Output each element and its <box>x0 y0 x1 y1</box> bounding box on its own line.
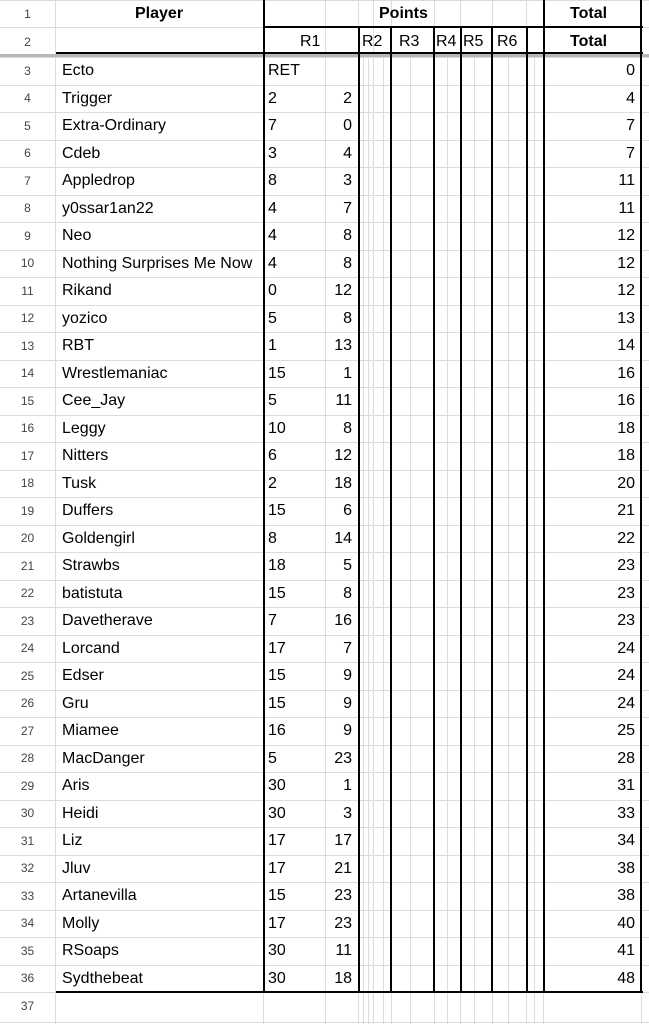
grid-line <box>368 57 369 1024</box>
r1-score-b[interactable]: 23 <box>334 749 352 767</box>
player-total[interactable]: 28 <box>617 749 635 767</box>
row-number[interactable]: 3 <box>24 63 31 78</box>
header-player: Player <box>135 5 184 22</box>
row-number[interactable]: 33 <box>20 888 35 903</box>
r1-score-a[interactable]: 6 <box>268 447 277 464</box>
player-total[interactable]: 11 <box>618 172 635 189</box>
player-name[interactable]: Appledrop <box>62 172 135 189</box>
r1-score-b[interactable]: 8 <box>343 254 352 272</box>
player-name[interactable]: Nitters <box>62 447 109 464</box>
player-total[interactable]: 33 <box>617 804 635 822</box>
r1-score-b[interactable]: 12 <box>334 282 352 299</box>
r1-score-a[interactable]: 15 <box>268 667 286 684</box>
player-total[interactable]: 12 <box>617 227 635 244</box>
r1-score-b[interactable]: 3 <box>343 172 352 189</box>
player-total[interactable]: 22 <box>617 529 635 547</box>
grid-line <box>363 57 364 1024</box>
player-name[interactable]: Ecto <box>62 62 95 79</box>
grid-line <box>410 57 411 1024</box>
player-name[interactable]: Davetherave <box>62 612 153 629</box>
player-name[interactable]: Artanevilla <box>62 887 137 904</box>
player-total[interactable]: 11 <box>618 199 635 217</box>
header-r1: R1 <box>300 33 321 50</box>
player-name[interactable]: RSoaps <box>62 942 119 959</box>
player-total[interactable]: 23 <box>617 557 635 574</box>
player-total[interactable]: 38 <box>617 859 635 877</box>
r1-score-a[interactable]: 15 <box>268 887 286 904</box>
r1-score-a[interactable]: 7 <box>268 612 277 629</box>
r1-score-a[interactable]: 10 <box>268 419 286 437</box>
player-total[interactable]: 31 <box>617 777 635 794</box>
r1-score-b[interactable]: 8 <box>343 309 352 327</box>
r1-score-a[interactable]: 15 <box>268 364 286 382</box>
cell-border <box>460 27 462 992</box>
row-number[interactable]: 35 <box>20 943 35 958</box>
cell-border <box>358 27 360 992</box>
row-number[interactable]: 2 <box>24 35 31 49</box>
r1-score-b[interactable]: 11 <box>335 942 352 959</box>
cell-border <box>390 27 392 992</box>
r1-score-b[interactable]: 16 <box>334 612 352 629</box>
r1-score-b[interactable]: 11 <box>335 392 352 409</box>
row-number[interactable]: 30 <box>20 806 35 821</box>
cell-border <box>543 0 545 992</box>
player-name[interactable]: Gru <box>62 694 89 712</box>
row-number[interactable]: 17 <box>20 448 35 463</box>
header-r5: R5 <box>463 33 484 50</box>
row-number[interactable]: 24 <box>20 641 35 656</box>
r1-score-a[interactable]: 17 <box>268 914 286 932</box>
player-name[interactable]: RBT <box>62 337 94 354</box>
row-number[interactable]: 37 <box>20 998 35 1013</box>
r1-score-a[interactable]: 17 <box>268 859 286 877</box>
r1-score-b[interactable]: 1 <box>343 364 352 382</box>
row-number[interactable]: 7 <box>24 173 31 188</box>
player-total[interactable]: 14 <box>617 337 635 354</box>
grid-line <box>474 57 475 1024</box>
r1-score-b[interactable]: 8 <box>343 227 352 244</box>
row-number[interactable]: 21 <box>20 558 35 573</box>
grid-line <box>447 57 448 1024</box>
grid-line <box>373 0 374 1024</box>
r1-score-b[interactable]: 3 <box>343 804 352 822</box>
r1-score-b[interactable]: 9 <box>343 722 352 739</box>
row-number[interactable]: 14 <box>20 366 35 381</box>
player-total[interactable]: 21 <box>617 502 635 519</box>
row-number[interactable]: 15 <box>20 393 35 408</box>
r1-score-b[interactable]: 18 <box>334 969 352 987</box>
player-name[interactable]: Tusk <box>62 474 97 492</box>
r1-score-a[interactable]: 1 <box>268 337 277 354</box>
r1-score-b[interactable]: 23 <box>334 887 352 904</box>
row-number[interactable]: 18 <box>20 476 35 491</box>
cell-border <box>433 27 435 992</box>
r1-score-b[interactable]: 14 <box>334 529 352 547</box>
player-name[interactable]: batistuta <box>62 584 123 602</box>
header-points: Points <box>379 5 428 22</box>
player-total[interactable]: 12 <box>617 254 635 272</box>
r1-score-a[interactable]: 30 <box>268 942 286 959</box>
r1-score-b[interactable]: 7 <box>343 639 352 657</box>
r1-score-a[interactable]: 30 <box>268 804 286 822</box>
player-total[interactable]: 25 <box>617 722 635 739</box>
player-total[interactable]: 34 <box>617 832 635 849</box>
row-number[interactable]: 25 <box>20 668 35 683</box>
r1-score-b[interactable]: 18 <box>334 474 352 492</box>
r1-score-b[interactable]: 12 <box>334 447 352 464</box>
player-total[interactable]: 7 <box>626 144 635 162</box>
row-number[interactable]: 27 <box>20 723 35 738</box>
cell-border <box>263 26 643 28</box>
r1-score-b[interactable]: 2 <box>343 89 352 107</box>
row-number[interactable]: 34 <box>20 916 35 931</box>
player-total[interactable]: 13 <box>617 309 635 327</box>
row-number[interactable]: 31 <box>20 833 35 848</box>
player-name[interactable]: Molly <box>62 914 100 932</box>
header-total-sub: Total <box>570 33 608 50</box>
row-number[interactable]: 6 <box>24 146 31 161</box>
row-number[interactable]: 19 <box>20 503 35 518</box>
player-name[interactable]: Sydthebeat <box>62 969 143 987</box>
row-number[interactable]: 9 <box>24 228 31 243</box>
player-name[interactable]: Cdeb <box>62 144 101 162</box>
player-name[interactable]: Edser <box>62 667 104 684</box>
r1-score-a[interactable]: 30 <box>268 969 286 987</box>
row-number[interactable]: 22 <box>20 586 35 601</box>
r1-score-a[interactable]: 8 <box>268 172 277 189</box>
grid-line <box>0 54 649 57</box>
player-total[interactable]: 24 <box>617 639 635 657</box>
row-number[interactable]: 10 <box>20 256 35 271</box>
r1-score-a[interactable]: 4 <box>268 254 277 272</box>
row-number[interactable]: 1 <box>24 6 31 21</box>
r1-score-a[interactable]: 7 <box>268 117 277 134</box>
player-name[interactable]: Duffers <box>62 502 114 519</box>
cell-border <box>640 0 642 992</box>
player-name[interactable]: Heidi <box>62 804 99 822</box>
r1-score-b[interactable]: 21 <box>334 859 352 877</box>
cell-border <box>526 27 528 992</box>
row-number[interactable]: 4 <box>24 91 31 106</box>
player-name[interactable]: Strawbs <box>62 557 120 574</box>
r1-score-a[interactable]: 2 <box>268 474 277 492</box>
r1-score-a[interactable]: 4 <box>268 227 277 244</box>
r1-score-b[interactable]: 1 <box>343 777 352 794</box>
r1-score-a[interactable]: 30 <box>268 777 286 794</box>
player-name[interactable]: Trigger <box>62 89 113 107</box>
player-total[interactable]: 24 <box>617 667 635 684</box>
r1-score-a[interactable]: 2 <box>268 89 277 107</box>
r1-score-a[interactable]: 16 <box>268 722 286 739</box>
grid-line <box>55 0 56 1024</box>
r1-score-b[interactable]: 6 <box>343 502 352 519</box>
r1-score-b[interactable]: 8 <box>343 419 352 437</box>
player-total[interactable]: 18 <box>617 447 635 464</box>
header-r4: R4 <box>436 33 457 50</box>
r1-score-b[interactable]: 17 <box>334 832 352 849</box>
player-name[interactable]: Aris <box>62 777 90 794</box>
player-total[interactable]: 48 <box>617 969 635 987</box>
player-total[interactable]: 12 <box>617 282 635 299</box>
r1-score-a[interactable]: 15 <box>268 584 286 602</box>
player-name[interactable]: MacDanger <box>62 749 145 767</box>
row-number[interactable]: 29 <box>20 778 35 793</box>
r1-score-b[interactable]: 4 <box>343 144 352 162</box>
player-name[interactable]: Cee_Jay <box>62 392 126 409</box>
r1-score-a[interactable]: 3 <box>268 144 277 162</box>
row-number[interactable]: 32 <box>20 861 35 876</box>
grid-line <box>325 0 326 1024</box>
player-name[interactable]: Goldengirl <box>62 529 135 547</box>
player-total[interactable]: 41 <box>617 942 635 959</box>
player-total[interactable]: 18 <box>617 419 635 437</box>
r1-score-a[interactable]: 4 <box>268 199 277 217</box>
cell-border <box>491 27 493 992</box>
player-name[interactable]: Nothing Surprises Me Now <box>62 254 253 272</box>
row-number[interactable]: 12 <box>20 311 35 326</box>
player-total[interactable]: 38 <box>617 887 635 904</box>
r1-score-b[interactable]: 0 <box>343 117 352 134</box>
r1-score-b[interactable]: 7 <box>343 199 352 217</box>
r1-score-a[interactable]: 0 <box>268 282 277 299</box>
cell-border <box>56 52 643 54</box>
grid-line <box>383 57 384 1024</box>
player-total[interactable]: 16 <box>617 392 635 409</box>
grid-line <box>534 57 535 1024</box>
r1-score-a[interactable]: 18 <box>268 557 286 574</box>
player-total[interactable]: 4 <box>626 89 635 107</box>
player-name[interactable]: yozico <box>62 309 108 327</box>
header-r2: R2 <box>362 33 383 50</box>
row-number[interactable]: 5 <box>24 118 31 133</box>
r1-score-b[interactable]: 23 <box>334 914 352 932</box>
r1-score-b[interactable]: 13 <box>334 337 352 354</box>
player-total[interactable]: 20 <box>617 474 635 492</box>
r1-score-a[interactable]: 8 <box>268 529 277 547</box>
player-total[interactable]: 23 <box>617 584 635 602</box>
row-number[interactable]: 28 <box>20 751 35 766</box>
player-total[interactable]: 7 <box>626 117 635 134</box>
player-total[interactable]: 23 <box>617 612 635 629</box>
player-name[interactable]: Neo <box>62 227 92 244</box>
header-r6: R6 <box>497 33 518 50</box>
r1-score-a[interactable]: 17 <box>268 639 286 657</box>
player-name[interactable]: Rikand <box>62 282 112 299</box>
player-name[interactable]: y0ssar1an22 <box>62 199 154 217</box>
r1-score-a[interactable]: 5 <box>268 392 277 409</box>
player-total[interactable]: 24 <box>617 694 635 712</box>
player-name[interactable]: Extra-Ordinary <box>62 117 167 134</box>
row-number[interactable]: 8 <box>24 201 31 216</box>
player-total[interactable]: 16 <box>617 364 635 382</box>
r1-score-a[interactable]: 5 <box>268 309 277 327</box>
header-total: Total <box>570 5 608 22</box>
row-number[interactable]: 16 <box>20 421 35 436</box>
row-number[interactable]: 20 <box>20 531 35 546</box>
player-name[interactable]: Leggy <box>62 419 106 437</box>
r1-score-b[interactable]: 9 <box>343 694 352 712</box>
player-total[interactable]: 0 <box>626 62 635 79</box>
cell-border <box>56 991 643 993</box>
row-number[interactable]: 11 <box>21 283 34 298</box>
player-name[interactable]: Lorcand <box>62 639 120 657</box>
row-number[interactable]: 23 <box>20 613 35 628</box>
row-number[interactable]: 36 <box>20 971 35 986</box>
row-number[interactable]: 26 <box>20 696 35 711</box>
cell-border <box>263 0 265 992</box>
player-name[interactable]: Liz <box>62 832 83 849</box>
header-r3: R3 <box>399 33 420 50</box>
r1-score-b[interactable]: 5 <box>343 557 352 574</box>
player-name[interactable]: Jluv <box>62 859 91 877</box>
r1-score-a[interactable]: RET <box>268 62 300 79</box>
r1-score-a[interactable]: 15 <box>268 694 286 712</box>
player-name[interactable]: Wrestlemaniac <box>62 364 168 382</box>
grid-line <box>508 57 509 1024</box>
player-total[interactable]: 40 <box>617 914 635 932</box>
row-number[interactable]: 13 <box>20 338 35 353</box>
r1-score-a[interactable]: 15 <box>268 502 286 519</box>
r1-score-b[interactable]: 8 <box>343 584 352 602</box>
r1-score-a[interactable]: 17 <box>268 832 286 849</box>
player-name[interactable]: Miamee <box>62 722 119 739</box>
r1-score-a[interactable]: 5 <box>268 749 277 767</box>
r1-score-b[interactable]: 9 <box>343 667 352 684</box>
